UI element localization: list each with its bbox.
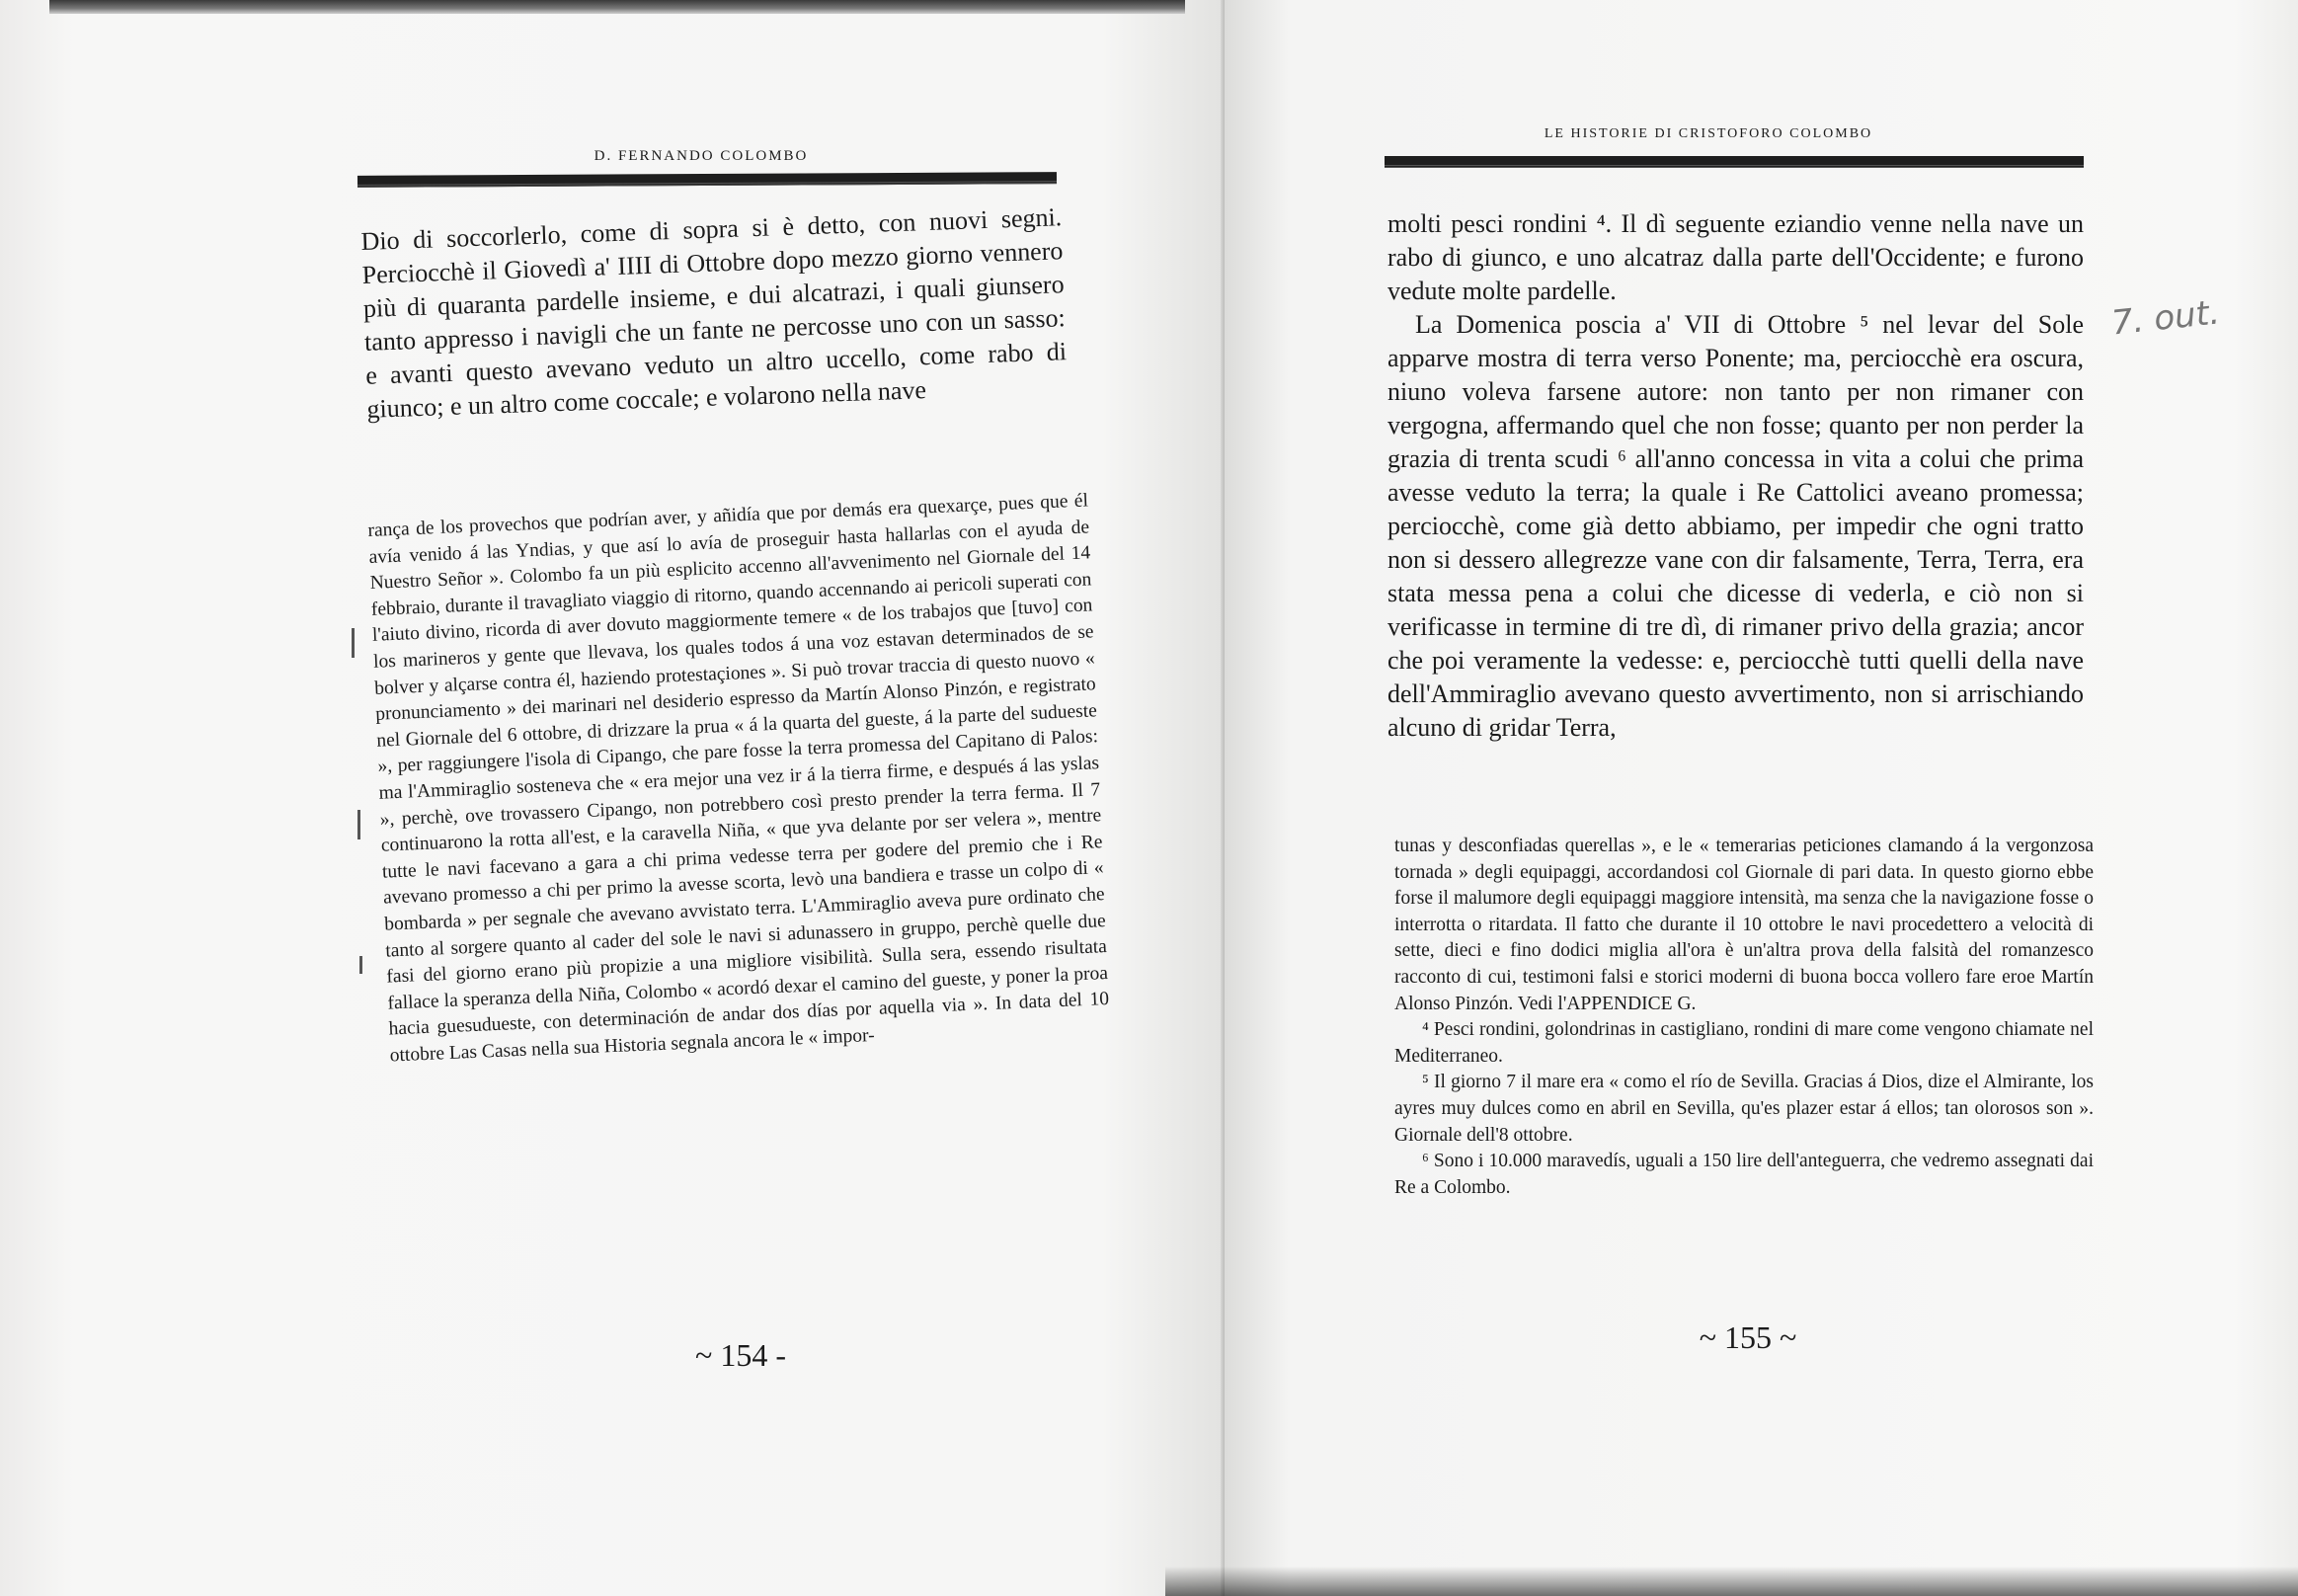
left-body-paragraph: Dio di soccorlerlo, come di sopra si è detto, con nuovi segni. Perciocchè il Giovedì a' IIII di Ottobre dopo mezzo giorno vennero più di quaranta pardelle insieme, e dui alcatrazi, i quali giunsero tanto appresso i navigli che un fante ne percosse uno con un sasso: e avanti questo avevano veduto un altro uccello, come rabo di giunco; e un altro come coccale; e volarono nella nave [360,202,1068,424]
footnote-continuation: tunas y desconfiadas querellas », e le « temerarias peticiones clamando á la vergonzosa tornada » degli equipaggi, accordandosi col Giornale di pari data. In questo giorno ebbe forse il malumore degli equipaggi maggiore intensità, ma senza che la navigazione fosse o interrotta o ritardata. Il fatto che durante il 10 ottobre le navi procedettero a velocità di sette, dieci e fino dodici miglia all'ora è un'altra prova della falsità del romanzesco racconto di cui, testimoni falsi e storici moderni di buona bocca vollero fare eroe Martín Alonso Pinzón. Vedi l'APPENDICE G. [1394,836,2094,1014]
left-header-rule [357,172,1057,188]
right-body-paragraph-1: molti pesci rondini ⁴. Il dì seguente eziandio venne nella nave un rabo di giunco, e uno alcatraz dalla parte dell'Occidente; e furono vedute molte pardelle. [1387,209,2084,305]
right-body-text [1387,207,2084,745]
footnote-5: ⁵ Il giorno 7 il mare era « como el río de Sevilla. Gracias á Dios, dize el Almirante, los ayres muy dulces como en abril en Sevilla, qu'es plazer estar á ellos; tan olorosos son ». Giornale dell'8 ottobre. [1394,1072,2094,1146]
right-running-head: LE HISTORIE DI CRISTOFORO COLOMBO [1544,126,1873,141]
left-body-text [360,200,1069,427]
right-header-rule [1385,156,2084,168]
right-page-number: ~ 155 ~ [1699,1319,1797,1355]
right-body-paragraph-2: La Domenica poscia a' VII di Ottobre ⁵ nel levar del Sole apparve mostra di terra verso Ponente; ma, perciocchè era oscura, niuno voleva farsene autore: non tanto per non rimaner con vergogna, affermando quel che non fosse; quanto per non perder la grazia di trenta scudi ⁶ all'anno concessa in vita a colui che prima avesse veduto la terra; la quale i Re Cattolici aveano promessa; perciocchè, come già detto abbiamo, per impedir che ogni tratto non si dessero allegrezze vane con dir falsamente, Terra, Terra, era stata messa pena a colui che dicesse di vederla, e ciò non si verificasse in termine di tre dì, di rimaner privo della grazia; ancor che poi veramente la vedesse: e, perciocchè tutti quelli della nave dell'Ammiraglio avevano questo avvertimento, non si arrischiando alcuno di gridar Terra, [1387,310,2084,742]
footnote-4: ⁴ Pesci rondini, golondrinas in castigliano, rondini di mare come vengono chiamate nel Mediterraneo. [1394,1019,2094,1067]
scan-top-edge [49,0,1185,14]
margin-mark [359,956,362,974]
left-footnotes [367,488,1111,1070]
right-footnotes [1394,834,2094,1201]
handwritten-annotation: 7. out. [2109,292,2222,344]
margin-mark [352,628,355,658]
margin-mark [357,810,360,839]
footnote-6: ⁶ Sono i 10.000 maravedís, uguali a 150 lire dell'anteguerra, che vedremo assegnati dai Re a Colombo. [1394,1151,2094,1198]
left-page-number: ~ 154 - [695,1337,786,1373]
left-footnote-paragraph: rança de los provechos que podrían aver, y añidía que por demás era quexarçe, pues que él avía venido á las Yndias, y que así lo avía de proseguir hasta hallarlas con el ayuda de Nuestro Señor ». Colombo fa un più esplicito accenno all'avvenimento nel Giornale del 14 febbraio, durante il travagliato viaggio di ritorno, quando accennando ai pericoli superati con l'aiuto divino, ricorda di aver dovuto maggiormente temere « de los trabajos que [tuvo] con los marineros y gente que llevava, los quales todos á una voz estavan determinados de se bolver y alçarse contra él, haziendo protestaçiones ». Si può trovar traccia di questo nuovo « pronunciamento » dei marinari nel desiderio espresso da Martín Alonso Pinzón, e registrato nel Giornale del 6 ottobre, di drizzare la prua « á la quarta del gueste, á la parte del sudueste », per raggiungere l'isola di Cipango, che pare fosse la terra promessa del Capitano di Palos: ma l'Ammiraglio sosteneva che « era mejor una vez ir á la tierra firme, e después á las yslas », perchè, ove trovassero Cipango, non potrebbero così presto prender la terra ferma. Il 7 continuarono la rotta all'est, e la caravella Niña, « que yva delante por ser velera », mentre tutte le navi facevano a gara a chi prima vedesse terra per godere del premio che i Re avevano promesso a chi per primo la avesse scorta, levò una bandiera e trasse un colpo di « bombarda » per segnale che avevano avvistato terra. L'Ammiraglio aveva pure ordinato che tanto al sorgere quanto al cader del sole le navi si adunassero in gruppo, perchè quelle due fasi del giorno erano più propizie a una migliore visibilità. Sulla sera, essendo risultata fallace la speranza della Niña, Colombo « acordó dexar el camino del gueste, y poner la proa hacia guesudueste, con determinación de andar dos días por aquella via ». In data del 10 ottobre Las Casas nella sua Historia segnala ancora le « impor- [367,490,1110,1067]
left-running-head: D. FERNANDO COLOMBO [594,148,809,164]
scan-bottom-shadow [1165,1566,2298,1596]
